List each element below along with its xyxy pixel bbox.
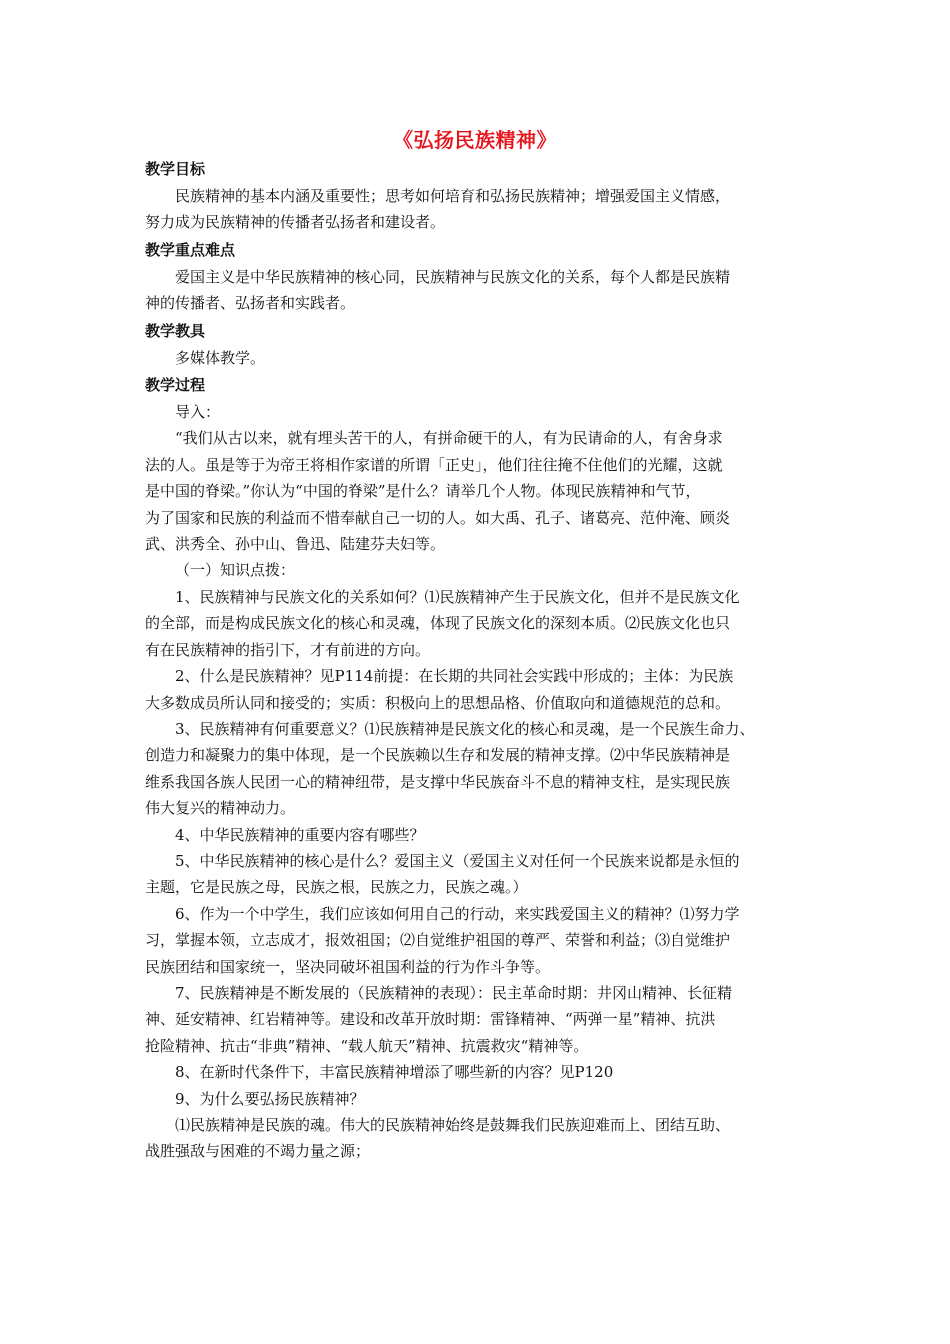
- paragraph-line: 5、中华民族精神的核心是什么？爱国主义（爱国主义对任何一个民族来说都是永恒的: [175, 851, 740, 870]
- paragraph-line: 6、作为一个中学生，我们应该如何用自己的行动，来实践爱国主义的精神？⑴努力学: [175, 904, 740, 923]
- paragraph: [145, 716, 810, 822]
- paragraph-line: 战胜强敌与困难的不竭力量之源；: [145, 1142, 371, 1161]
- paragraph-line: 法的人。虽是等于为帝王将相作家谱的所谓「正史」，他们往往掩不住他们的光耀，这就: [145, 455, 723, 474]
- paragraph-line: 神的传播者、弘扬者和实践者。: [145, 294, 356, 313]
- paragraph: [145, 584, 810, 663]
- paragraph: [145, 264, 810, 317]
- paragraph-line: ⑴民族精神是民族的魂。伟大的民族精神始终是鼓舞我们民族迎难而上、团结互助、: [175, 1116, 731, 1134]
- paragraph: [145, 425, 810, 557]
- paragraph-line: 伟大复兴的精神动力。: [145, 799, 296, 818]
- paragraph-line: 为了国家和民族的利益而不惜奉献自己一切的人。如大禹、孔子、诸葛亮、范仲淹、顾炎: [145, 508, 731, 527]
- paragraph-line: 多媒体教学。: [175, 348, 266, 367]
- section-heading: 教学目标: [145, 160, 206, 178]
- paragraph: [145, 345, 810, 371]
- document-title: 《弘扬民族精神》: [393, 128, 557, 152]
- paragraph: [145, 663, 810, 716]
- paragraph: [145, 1112, 810, 1165]
- paragraph-line: 有在民族精神的指引下，才有前进的方向。: [145, 640, 431, 659]
- paragraph-line: 8、在新时代条件下，丰富民族精神增添了哪些新的内容？见P120: [175, 1063, 614, 1082]
- paragraph-line: （一）知识点拨：: [175, 561, 296, 580]
- paragraph-line: “我们从古以来，就有埋头苦干的人，有拼命硬干的人，有为民请命的人，有舍身求: [175, 429, 723, 448]
- paragraph-line: 3、民族精神有何重要意义？⑴民族精神是民族文化的核心和灵魂，是一个民族生命力、: [175, 719, 755, 738]
- paragraph-line: 武、洪秀全、孙中山、鲁迅、陆建芬夫妇等。: [145, 535, 446, 554]
- paragraph-line: 导入：: [175, 403, 221, 422]
- paragraph: [145, 822, 810, 848]
- section-heading: 教学重点难点: [145, 240, 236, 259]
- paragraph-line: 民族精神的基本内涵及重要性；思考如何培育和弘扬民族精神；增强爱国主义情感，: [175, 187, 731, 205]
- paragraph-line: 习，掌握本领，立志成才，报效祖国；⑵自觉维护祖国的尊严、荣誉和利益；⑶自觉维护: [145, 931, 731, 950]
- document-body: [145, 155, 810, 1165]
- paragraph-line: 1、民族精神与民族文化的关系如何？⑴民族精神产生于民族文化，但并不是民族文化: [175, 587, 740, 606]
- paragraph-line: 主题，它是民族之母，民族之根，民族之力，民族之魂。）: [145, 878, 528, 897]
- paragraph-line: 9、为什么要弘扬民族精神？: [175, 1089, 365, 1108]
- paragraph: [145, 901, 810, 980]
- paragraph-line: 2、什么是民族精神？见P114前提：在长期的共同社会实践中形成的；主体：为民族: [175, 667, 734, 686]
- paragraph: [145, 1059, 810, 1085]
- paragraph-line: 抢险精神、抗击“非典”精神、“载人航天”精神、抗震救灾“精神等。: [145, 1036, 589, 1055]
- paragraph-line: 4、中华民族精神的重要内容有哪些？: [175, 825, 425, 844]
- paragraph-line: 爱国主义是中华民族精神的核心同，民族精神与民族文化的关系，每个人都是民族精: [175, 267, 731, 286]
- paragraph: [145, 848, 810, 901]
- paragraph: [145, 557, 810, 583]
- paragraph-line: 努力成为民族精神的传播者弘扬者和建设者。: [145, 213, 446, 232]
- paragraph-line: 神、延安精神、红岩精神等。建设和改革开放时期：雷锋精神、“两弹一星”精神、抗洪: [145, 1010, 716, 1029]
- section-heading: 教学教具: [145, 321, 206, 340]
- paragraph-line: 大多数成员所认同和接受的；实质：积极向上的思想品格、价值取向和道德规范的总和。: [145, 693, 731, 712]
- paragraph-line: 民族团结和国家统一，坚决同破坏祖国利益的行为作斗争等。: [145, 957, 551, 976]
- paragraph: [145, 399, 810, 425]
- paragraph: [145, 980, 810, 1059]
- paragraph-line: 7、民族精神是不断发展的（民族精神的表现）：民主革命时期：井冈山精神、长征精: [175, 983, 733, 1002]
- paragraph-line: 是中国的脊梁。”你认为“中国的脊梁”是什么？请举几个人物。体现民族精神和气节，: [145, 482, 701, 501]
- paragraph-line: 维系我国各族人民团一心的精神纽带，是支撑中华民族奋斗不息的精神支柱，是实现民族: [145, 772, 731, 791]
- paragraph: [145, 183, 810, 236]
- paragraph-line: 的全部，而是构成民族文化的核心和灵魂，体现了民族文化的深刻本质。⑵民族文化也只: [145, 614, 731, 633]
- paragraph-line: 创造力和凝聚力的集中体现，是一个民族赖以生存和发展的精神支撑。⑵中华民族精神是: [145, 746, 731, 765]
- section-heading: 教学过程: [145, 376, 206, 395]
- paragraph: [145, 1086, 810, 1112]
